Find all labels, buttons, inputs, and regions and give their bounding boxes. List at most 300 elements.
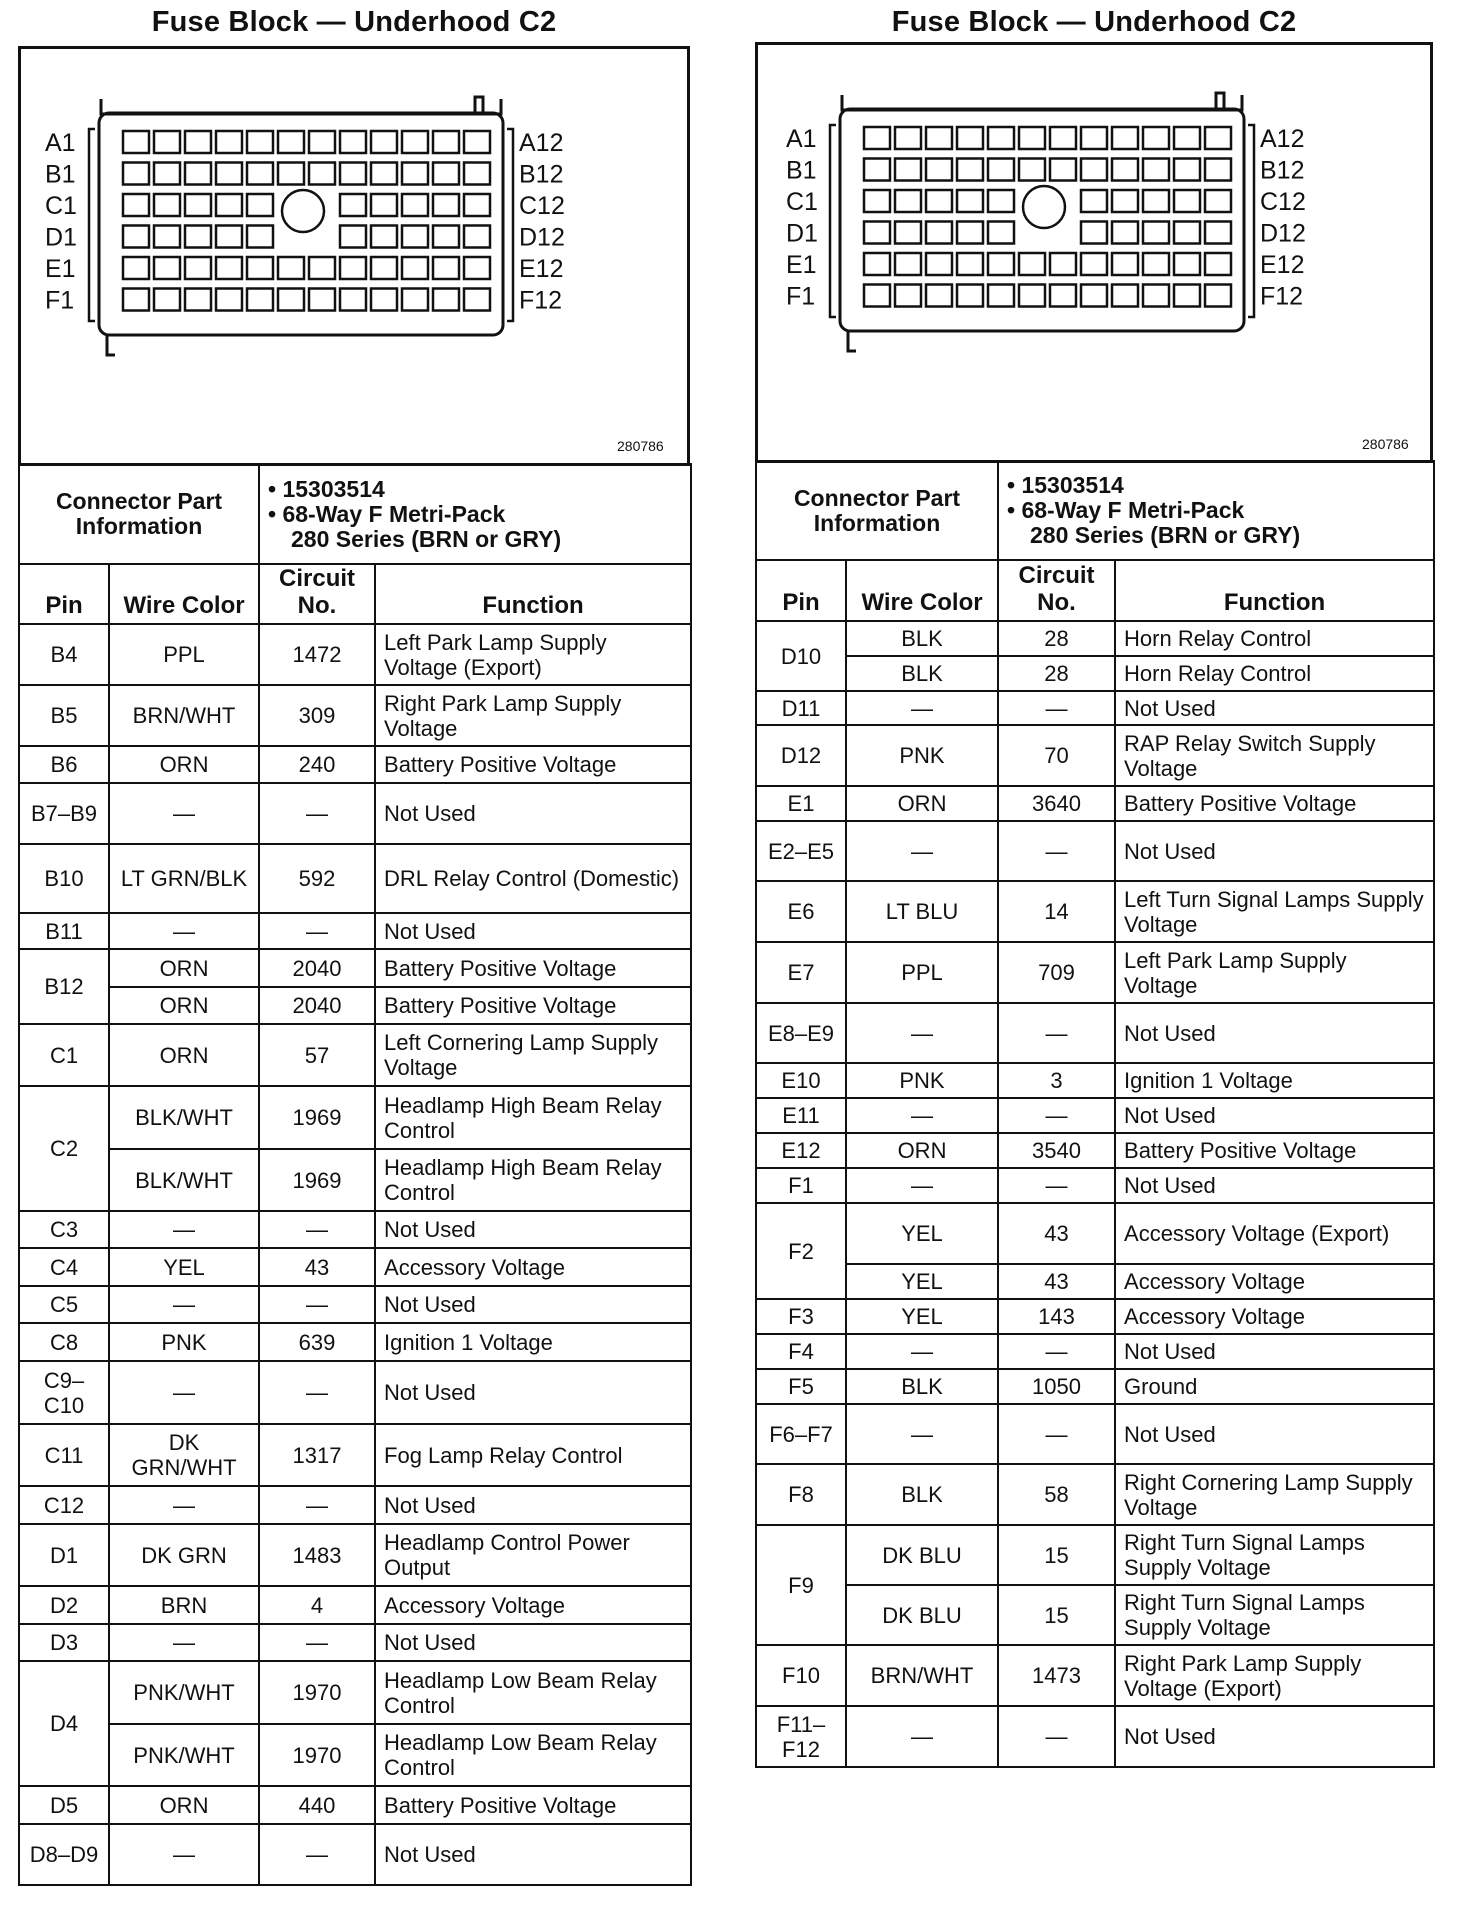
cavity <box>864 253 890 275</box>
function-cell: Not Used <box>1115 1404 1434 1464</box>
circuit-cell: 28 <box>998 621 1115 656</box>
function-cell: Not Used <box>1115 1098 1434 1133</box>
cavity <box>1081 222 1107 244</box>
table-row <box>756 1299 1434 1334</box>
circuit-cell: 1317 <box>259 1424 375 1486</box>
table-row <box>19 1286 691 1323</box>
part-number: • 15303514 <box>1007 472 1124 498</box>
circuit-cell: — <box>998 1404 1115 1464</box>
wire-color-cell: — <box>109 1211 259 1248</box>
table-row <box>756 1525 1434 1585</box>
wire-color-cell: — <box>109 1486 259 1524</box>
table-row <box>756 1264 1434 1299</box>
cavity <box>464 194 490 216</box>
right-bracket <box>507 129 513 321</box>
function-cell: Battery Positive Voltage <box>1115 1133 1434 1168</box>
pin-cell: B5 <box>19 685 109 746</box>
circuit-cell: — <box>259 783 375 844</box>
circuit-cell: — <box>998 691 1115 725</box>
pin-cell: F1 <box>756 1168 846 1203</box>
function-cell: Ground <box>1115 1369 1434 1404</box>
pin-cell: E2–E5 <box>756 821 846 881</box>
table-row <box>19 1524 691 1586</box>
table-row <box>756 1334 1434 1369</box>
pin-cell: D12 <box>756 725 846 786</box>
function-cell: Right Cornering Lamp Supply Voltage <box>1115 1464 1434 1525</box>
wire-color-cell: — <box>846 821 998 881</box>
cavity <box>309 257 335 279</box>
function-cell: Not Used <box>1115 821 1434 881</box>
function-cell: RAP Relay Switch Supply Voltage <box>1115 725 1434 786</box>
cavity <box>1174 285 1200 307</box>
pin-cell: D8–D9 <box>19 1824 109 1885</box>
circuit-cell: 1970 <box>259 1661 375 1724</box>
row-label-right: A12 <box>519 129 564 157</box>
cavity <box>1174 127 1200 149</box>
cavity <box>464 131 490 153</box>
row-label-left: F1 <box>786 282 816 311</box>
cavity <box>864 159 890 181</box>
wire-color-cell: ORN <box>109 1786 259 1824</box>
row-label-left: C1 <box>45 192 77 220</box>
table-row <box>19 746 691 783</box>
pin-cell: C12 <box>19 1486 109 1524</box>
table-row <box>19 1024 691 1086</box>
function-cell: Ignition 1 Voltage <box>375 1323 691 1361</box>
function-cell: Fog Lamp Relay Control <box>375 1424 691 1486</box>
polarization-key <box>848 331 856 351</box>
cavity <box>340 257 366 279</box>
table-row <box>19 844 691 913</box>
cavity <box>1174 222 1200 244</box>
table-row <box>19 624 691 685</box>
cavity <box>1112 190 1138 212</box>
circuit-cell: — <box>998 821 1115 881</box>
wire-color-cell: — <box>846 1334 998 1369</box>
pin-cell: F10 <box>756 1645 846 1706</box>
cavity <box>402 226 428 248</box>
wire-color-cell: — <box>109 913 259 949</box>
circuit-cell: 3640 <box>998 786 1115 821</box>
row-label-right: B12 <box>519 160 564 189</box>
circuit-cell: 592 <box>259 844 375 913</box>
connector-info-value <box>998 461 1434 560</box>
pin-cell: B4 <box>19 624 109 685</box>
circuit-cell: — <box>259 1624 375 1661</box>
cavity <box>340 163 366 185</box>
cavity <box>154 194 180 216</box>
table-row <box>19 1586 691 1624</box>
table-row <box>756 881 1434 942</box>
cavity <box>185 131 211 153</box>
cavity <box>1050 253 1076 275</box>
drawing-number: 280786 <box>1362 436 1409 452</box>
cavity <box>309 131 335 153</box>
function-cell: Headlamp Control Power Output <box>375 1524 691 1586</box>
pin-cell: D3 <box>19 1624 109 1661</box>
cavity <box>123 257 149 279</box>
pin-cell: F8 <box>756 1464 846 1525</box>
circuit-cell: 43 <box>259 1248 375 1286</box>
pin-cell: E12 <box>756 1133 846 1168</box>
row-label-right: C12 <box>519 192 565 220</box>
function-cell: Battery Positive Voltage <box>375 746 691 783</box>
pin-cell: E11 <box>756 1098 846 1133</box>
circuit-cell: — <box>259 1361 375 1424</box>
cavity <box>216 289 242 311</box>
pin-cell: B11 <box>19 913 109 949</box>
wire-color-cell: — <box>846 691 998 725</box>
wire-color-cell: — <box>846 1098 998 1133</box>
row-label-left: E1 <box>45 255 76 283</box>
cavity <box>402 163 428 185</box>
circuit-cell: 143 <box>998 1299 1115 1334</box>
cavity <box>988 285 1014 307</box>
circuit-cell: 1969 <box>259 1086 375 1149</box>
row-label-left: A1 <box>786 125 817 153</box>
circuit-cell: 70 <box>998 725 1115 786</box>
wire-color-cell: PPL <box>109 624 259 685</box>
cavity <box>154 289 180 311</box>
wire-color-cell: BRN/WHT <box>846 1645 998 1706</box>
cavity <box>402 257 428 279</box>
function-cell: Headlamp High Beam Relay Control <box>375 1149 691 1211</box>
table-row <box>756 942 1434 1003</box>
connector-info-label: Connector Part Information <box>19 464 259 564</box>
cavity <box>154 226 180 248</box>
cavity <box>1205 222 1231 244</box>
cavity <box>185 257 211 279</box>
wire-color-cell: BLK <box>846 621 998 656</box>
pin-cell: F11–F12 <box>756 1706 846 1767</box>
cavity <box>340 289 366 311</box>
row-labels-left <box>786 125 818 311</box>
wire-color-header: Wire Color <box>846 560 998 621</box>
wire-color-cell: BRN <box>109 1586 259 1624</box>
circuit-cell: — <box>259 1486 375 1524</box>
circuit-cell: 240 <box>259 746 375 783</box>
pin-cell: E1 <box>756 786 846 821</box>
pin-cell: B6 <box>19 746 109 783</box>
circuit-cell: — <box>259 913 375 949</box>
circuit-cell: — <box>998 1168 1115 1203</box>
cavity <box>185 289 211 311</box>
polarization-key <box>107 335 115 355</box>
function-cell: Not Used <box>375 1286 691 1323</box>
cavity <box>957 253 983 275</box>
cavity <box>1205 190 1231 212</box>
cavity <box>123 163 149 185</box>
drawing-number: 280786 <box>617 438 664 454</box>
connector-diagram-box <box>755 42 1433 463</box>
circuit-cell: 43 <box>998 1203 1115 1264</box>
function-cell: Accessory Voltage <box>1115 1299 1434 1334</box>
pin-cell: D2 <box>19 1586 109 1624</box>
circuit-cell: 3 <box>998 1063 1115 1098</box>
cavity <box>957 222 983 244</box>
cavity <box>216 163 242 185</box>
function-cell: Accessory Voltage (Export) <box>1115 1203 1434 1264</box>
wire-color-cell: PNK <box>109 1323 259 1361</box>
pin-cell: D4 <box>19 1661 109 1786</box>
pinout-table <box>18 463 692 1886</box>
cavity <box>185 226 211 248</box>
pin-cell: C1 <box>19 1024 109 1086</box>
table-row <box>756 1369 1434 1404</box>
pin-cell: E7 <box>756 942 846 1003</box>
cavity <box>957 285 983 307</box>
function-cell: Not Used <box>375 783 691 844</box>
cavity <box>1112 127 1138 149</box>
circuit-cell: 14 <box>998 881 1115 942</box>
cavity <box>309 289 335 311</box>
circuit-cell: 15 <box>998 1525 1115 1585</box>
connector-face-diagram <box>21 49 687 463</box>
circuit-cell: 1472 <box>259 624 375 685</box>
function-cell: Battery Positive Voltage <box>1115 786 1434 821</box>
row-label-left: C1 <box>786 188 818 216</box>
table-row <box>19 783 691 844</box>
cavity <box>895 159 921 181</box>
cavity <box>1174 159 1200 181</box>
pin-cell: C3 <box>19 1211 109 1248</box>
panel-title: Fuse Block — Underhood C2 <box>891 6 1297 38</box>
connector-info-row <box>756 461 1434 560</box>
table-row <box>19 1323 691 1361</box>
circuit-cell: 709 <box>998 942 1115 1003</box>
cavity <box>123 194 149 216</box>
function-cell: Not Used <box>1115 1706 1434 1767</box>
latch-tab <box>1216 93 1224 109</box>
cavity <box>464 163 490 185</box>
cavity <box>247 226 273 248</box>
cavity <box>1205 253 1231 275</box>
cavity <box>1050 127 1076 149</box>
connector-cavity-grid <box>830 93 1254 351</box>
table-row <box>756 821 1434 881</box>
cavity <box>957 190 983 212</box>
cavity <box>216 257 242 279</box>
circuit-cell: — <box>998 1098 1115 1133</box>
table-row <box>756 656 1434 691</box>
table-row <box>19 1824 691 1885</box>
wire-color-cell: BLK/WHT <box>109 1086 259 1149</box>
function-cell: Headlamp High Beam Relay Control <box>375 1086 691 1149</box>
cavity <box>895 253 921 275</box>
cavity <box>371 194 397 216</box>
wire-color-cell: ORN <box>109 746 259 783</box>
wire-color-cell: — <box>109 1824 259 1885</box>
circuit-cell: — <box>259 1211 375 1248</box>
table-row <box>19 1486 691 1524</box>
table-row <box>756 1063 1434 1098</box>
wire-color-cell: — <box>846 1404 998 1464</box>
cavity <box>926 222 952 244</box>
function-cell: Not Used <box>375 1624 691 1661</box>
wire-color-cell: DK GRN/WHT <box>109 1424 259 1486</box>
wire-color-cell: ORN <box>846 1133 998 1168</box>
cavity <box>895 190 921 212</box>
wire-color-cell: ORN <box>109 949 259 987</box>
cavity <box>895 222 921 244</box>
wire-color-cell: PNK <box>846 725 998 786</box>
circuit-cell: 3540 <box>998 1133 1115 1168</box>
cavity <box>402 289 428 311</box>
wire-color-cell: BLK <box>846 1464 998 1525</box>
function-cell: Not Used <box>375 1824 691 1885</box>
cavity <box>864 222 890 244</box>
table-row <box>19 949 691 987</box>
cavity <box>340 226 366 248</box>
table-row <box>19 1149 691 1211</box>
connector-info-value <box>259 464 691 564</box>
function-cell: Left Park Lamp Supply Voltage (Export) <box>375 624 691 685</box>
cavity <box>247 257 273 279</box>
pin-cell: D1 <box>19 1524 109 1586</box>
cavity <box>278 289 304 311</box>
table-row <box>19 1211 691 1248</box>
cavity <box>247 194 273 216</box>
cavity <box>371 131 397 153</box>
function-cell: Battery Positive Voltage <box>375 987 691 1024</box>
table-row <box>19 1724 691 1786</box>
connector-info-row <box>19 464 691 564</box>
wire-color-cell: — <box>109 1286 259 1323</box>
row-label-left: D1 <box>786 219 818 248</box>
pin-cell: B7–B9 <box>19 783 109 844</box>
cavity <box>185 163 211 185</box>
cavity <box>864 127 890 149</box>
table-row <box>756 1133 1434 1168</box>
wire-color-cell: BLK <box>846 656 998 691</box>
row-label-left: B1 <box>786 156 817 185</box>
pin-cell: B10 <box>19 844 109 913</box>
function-cell: Headlamp Low Beam Relay Control <box>375 1724 691 1786</box>
pin-cell: C9–C10 <box>19 1361 109 1424</box>
function-header: Function <box>375 564 691 624</box>
table-row <box>19 1086 691 1149</box>
cavity <box>247 163 273 185</box>
cavity <box>278 163 304 185</box>
table-row <box>756 1645 1434 1706</box>
table-row <box>756 1464 1434 1525</box>
table-row <box>756 1706 1434 1767</box>
cavity <box>1081 127 1107 149</box>
wire-color-cell: YEL <box>846 1264 998 1299</box>
connector-series: 280 Series (BRN or GRY) <box>291 525 562 552</box>
wire-color-cell: PNK/WHT <box>109 1661 259 1724</box>
table-row <box>19 1248 691 1286</box>
row-labels-right <box>1260 125 1306 311</box>
alignment-hole <box>282 190 324 232</box>
row-labels-left <box>45 129 77 315</box>
table-header-row <box>19 564 691 624</box>
row-label-right: E12 <box>1260 251 1305 279</box>
circuit-cell: 1473 <box>998 1645 1115 1706</box>
cavity <box>154 163 180 185</box>
pin-header: Pin <box>756 560 846 621</box>
cavity <box>1112 285 1138 307</box>
pin-cell: C4 <box>19 1248 109 1286</box>
cavity <box>464 257 490 279</box>
connector-type: • 68-Way F Metri-Pack <box>1007 497 1245 523</box>
circuit-cell: 4 <box>259 1586 375 1624</box>
wire-color-cell: YEL <box>846 1203 998 1264</box>
cavity <box>433 226 459 248</box>
row-label-right: D12 <box>519 223 565 252</box>
cavity <box>433 289 459 311</box>
table-row <box>756 621 1434 656</box>
cavity <box>1050 159 1076 181</box>
table-row <box>756 725 1434 786</box>
cavity <box>864 190 890 212</box>
function-cell: Not Used <box>375 1211 691 1248</box>
wire-color-cell: DK GRN <box>109 1524 259 1586</box>
connector-series: 280 Series (BRN or GRY) <box>1030 522 1301 548</box>
cavity <box>1143 285 1169 307</box>
cavity <box>340 194 366 216</box>
cavity <box>1174 253 1200 275</box>
function-cell: Accessory Voltage <box>375 1586 691 1624</box>
function-cell: Horn Relay Control <box>1115 656 1434 691</box>
wire-color-cell: DK BLU <box>846 1525 998 1585</box>
left-bracket <box>89 129 95 321</box>
table-row <box>19 1424 691 1486</box>
cavity <box>1143 159 1169 181</box>
pin-cell: E10 <box>756 1063 846 1098</box>
table-row <box>756 1168 1434 1203</box>
table-row <box>19 1786 691 1824</box>
cavity <box>123 226 149 248</box>
wire-color-cell: YEL <box>846 1299 998 1334</box>
pin-cell: C2 <box>19 1086 109 1211</box>
cavity <box>371 226 397 248</box>
connector-info-label: Connector Part Information <box>756 461 998 560</box>
cavity <box>1019 285 1045 307</box>
function-cell: Not Used <box>1115 1003 1434 1063</box>
function-cell: Horn Relay Control <box>1115 621 1434 656</box>
function-cell: Accessory Voltage <box>1115 1264 1434 1299</box>
circuit-cell: 1969 <box>259 1149 375 1211</box>
alignment-hole <box>1023 186 1065 228</box>
function-cell: Right Turn Signal Lamps Supply Voltage <box>1115 1585 1434 1645</box>
function-cell: Battery Positive Voltage <box>375 949 691 987</box>
row-label-left: D1 <box>45 223 77 252</box>
circuit-cell: — <box>998 1003 1115 1063</box>
wire-color-cell: ORN <box>109 1024 259 1086</box>
table-row <box>756 1203 1434 1264</box>
cavity <box>247 289 273 311</box>
wire-color-header: Wire Color <box>109 564 259 624</box>
pin-cell: B12 <box>19 949 109 1024</box>
cavity <box>402 131 428 153</box>
cavity <box>1143 127 1169 149</box>
function-cell: Right Turn Signal Lamps Supply Voltage <box>1115 1525 1434 1585</box>
cavity <box>1143 253 1169 275</box>
row-label-left: F1 <box>45 286 75 315</box>
function-cell: Headlamp Low Beam Relay Control <box>375 1661 691 1724</box>
cavity <box>895 285 921 307</box>
cavity <box>957 159 983 181</box>
pin-header: Pin <box>19 564 109 624</box>
left-bracket <box>830 125 836 317</box>
cavity <box>433 131 459 153</box>
row-label-left: B1 <box>45 160 76 189</box>
function-cell: Not Used <box>375 1486 691 1524</box>
pin-cell: F9 <box>756 1525 846 1645</box>
row-labels-right <box>519 129 565 315</box>
row-label-left: A1 <box>45 129 76 157</box>
